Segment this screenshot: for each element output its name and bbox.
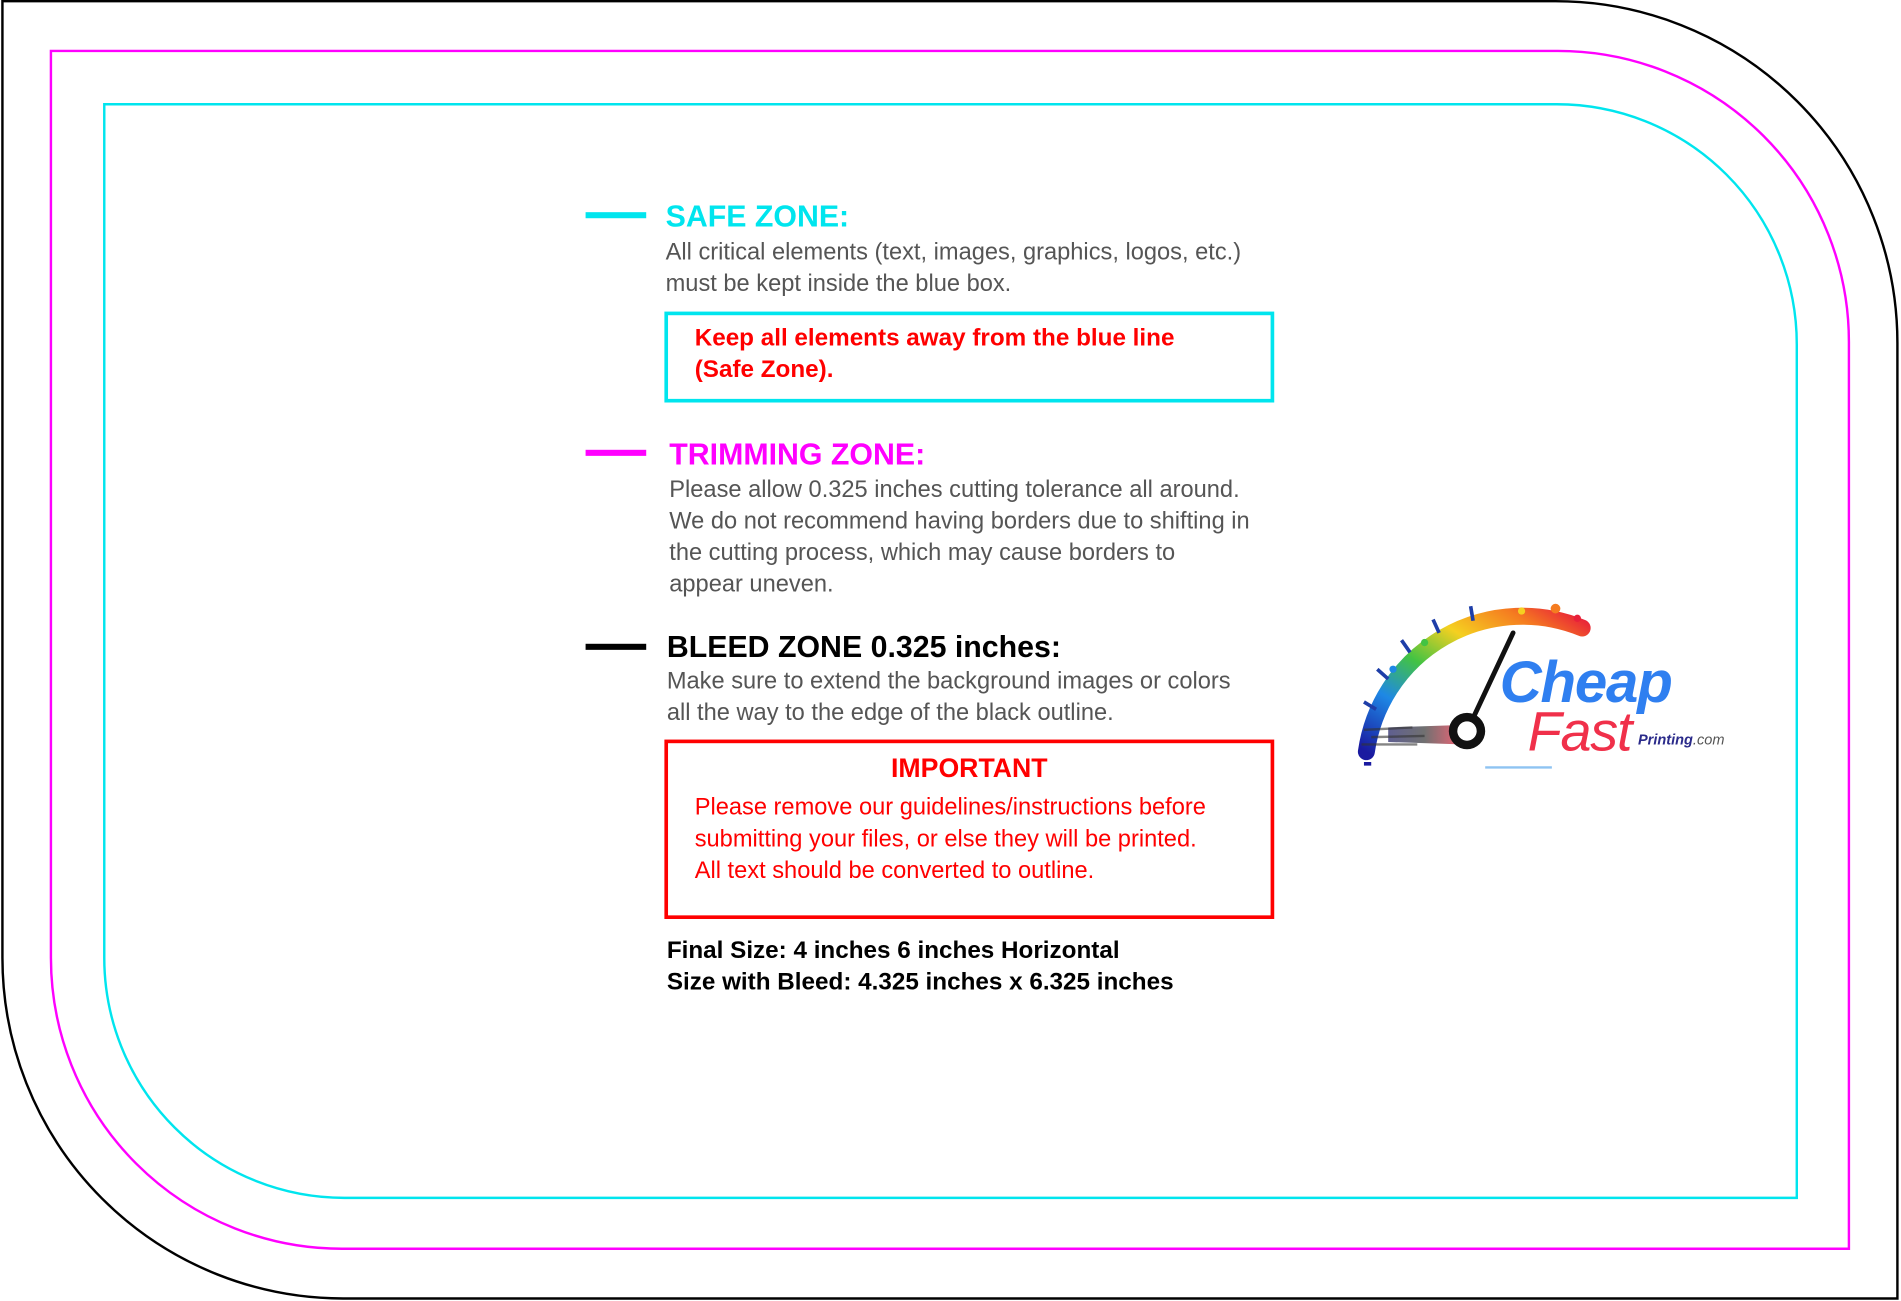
company-logo (1340, 594, 1752, 788)
bleed-zone-description (667, 666, 1231, 729)
logo-word-printing (1638, 732, 1724, 747)
logo-word-cheap: Cheap (1499, 651, 1672, 716)
logo-word-fast: Fast (1527, 699, 1632, 763)
trimming-zone-description (669, 474, 1249, 600)
safe-zone-legend-line (586, 212, 647, 218)
important-line: Please remove our guidelines/instructions before (694, 794, 1206, 821)
trimming-zone-line: We do not recommend having borders due to shifting in (669, 507, 1250, 535)
size-with-bleed-line: Size with Bleed: 4.325 inches x 6.325 inches (666, 968, 1174, 996)
safe-zone-warning-text (695, 322, 1175, 385)
bleed-zone-title: BLEED ZONE 0.325 inches: (666, 630, 1061, 665)
safe-zone-warning-line: (Safe Zone). (694, 356, 834, 384)
safe-zone-description (666, 236, 1242, 299)
logo-printing-text: Printing (1637, 731, 1693, 749)
bleed-zone-line: Make sure to extend the background images or colors (666, 668, 1231, 695)
safe-zone-warning-box (664, 312, 1274, 403)
final-size-line: Final Size: 4 inches 6 inches Horizontal (666, 937, 1120, 964)
logo-domain-suffix: .com (1692, 731, 1725, 749)
trimming-zone-line: Please allow 0.325 inches cutting tolerance all around. (669, 476, 1240, 504)
safe-zone-title: SAFE ZONE: (665, 200, 850, 234)
important-text (695, 792, 1206, 887)
important-box (664, 740, 1274, 919)
safe-zone-line: All critical elements (text, images, graphics, logos, etc.) (665, 238, 1242, 266)
safe-zone-line: must be kept inside the blue box. (665, 270, 1012, 298)
trimming-zone-legend-line (586, 450, 647, 456)
bleed-zone-line: all the way to the edge of the black outline. (666, 699, 1114, 727)
trimming-zone-line: the cutting process, which may cause borders to (669, 539, 1176, 567)
safe-zone-warning-line: Keep all elements away from the blue line (694, 324, 1175, 352)
bleed-zone-legend-line (586, 644, 647, 650)
important-line: submitting your files, or else they will be printed. (694, 825, 1197, 853)
trimming-zone-line: appear uneven. (669, 571, 834, 598)
important-line: All text should be converted to outline. (694, 857, 1095, 884)
trimming-zone-title: TRIMMING ZONE: (669, 437, 926, 472)
important-title: IMPORTANT (891, 752, 1048, 784)
final-size-info (667, 935, 1174, 998)
